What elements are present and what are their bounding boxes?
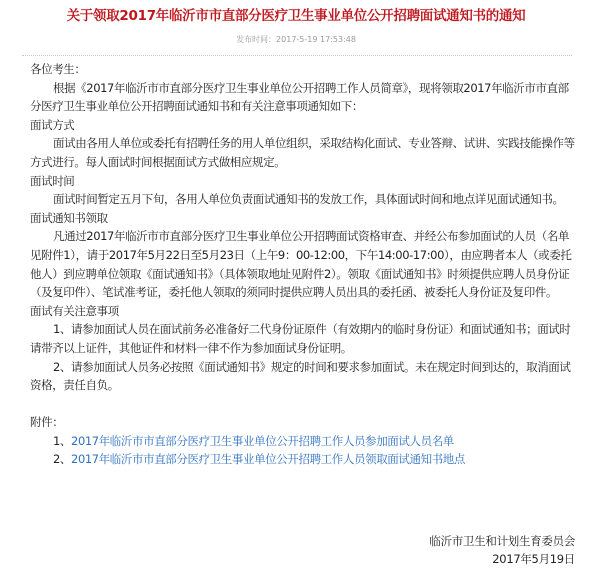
section-heading-interview-method: 面试方式	[30, 117, 75, 132]
notice-body	[30, 60, 575, 469]
attachment-index: 2、	[53, 452, 72, 467]
signature-org: 临沂市卫生和计划生育委员会	[429, 534, 575, 548]
attachment-item	[30, 432, 575, 451]
signature-block	[429, 532, 575, 568]
attachment-link-collection-locations[interactable]: 2017年临沂市市直部分医疗卫生事业单位公开招聘工作人员领取面试通知书地点	[71, 452, 465, 467]
attachment-index: 1、	[53, 433, 72, 448]
attachment-link-candidate-list[interactable]: 2017年临沂市市直部分医疗卫生事业单位公开招聘工作人员参加面试人员名单	[71, 433, 454, 448]
attachments-label: 附件：	[30, 415, 64, 430]
publish-time: 发布时间：2017-5-19 17:53:48	[236, 35, 356, 44]
section-paragraph: 面试由各用人单位或委托有招聘任务的用人单位组织，采取结构化面试、专业答辩、试讲、实践技能操作等方式进行。每人面试时间根据面试方式做相应规定。	[30, 136, 575, 169]
section-paragraph: 面试时间暂定五月下旬，各用人单位负责面试通知书的发放工作，具体面试时间和地点详见面试通知书。	[53, 192, 564, 207]
intro-paragraph: 根据《2017年临沂市市直部分医疗卫生事业单位公开招聘工作人员简章》，现将领取2017年临沂市市直部分医疗卫生事业单位公开招聘面试通知书和有关注意事项通知如下：	[30, 80, 569, 114]
section-heading-interview-time: 面试时间	[30, 173, 75, 188]
notice-title: 关于领取2017年临沂市市直部分医疗卫生事业单位公开招聘面试通知书的通知	[66, 8, 526, 24]
attachment-item	[30, 450, 575, 469]
blank-line	[30, 395, 575, 414]
section-heading-precautions: 面试有关注意事项	[30, 303, 119, 318]
signature-date: 2017年5月19日	[492, 552, 575, 566]
title-divider	[22, 55, 572, 56]
salutation: 各位考生：	[30, 62, 86, 76]
section-paragraph: 2、请参加面试人员务必按照《面试通知书》规定的时间和要求参加面试。未在规定时间到达的，取消面试资格，责任自负。	[30, 359, 571, 393]
section-paragraph: 凡通过2017年临沂市市直部分医疗卫生事业单位公开招聘面试资格审查、并经公布参加面试的人员（名单见附件1），请于2017年5月22日至5月23日（上午9：00-12:00，下午14:00-17:00），由应聘者本人（或委托他人）到应聘单位领取《面试通知书》（具体领取地址见附件2）。领取《面试通知书》时须提供应聘人员身份证（及复印件）、笔试准考证，委托他人领取的须同时提供应聘人员出具的委托函、被委托人身份证及复印件。	[30, 229, 572, 300]
section-heading-notice-collection: 面试通知书领取	[30, 210, 108, 225]
section-paragraph: 1、请参加面试人员在面试前务必准备好二代身份证原件（有效期内的临时身份证）和面试通知书；面试时请带齐以上证件，其他证件和材料一律不作为参加面试身份证明。	[30, 322, 571, 355]
